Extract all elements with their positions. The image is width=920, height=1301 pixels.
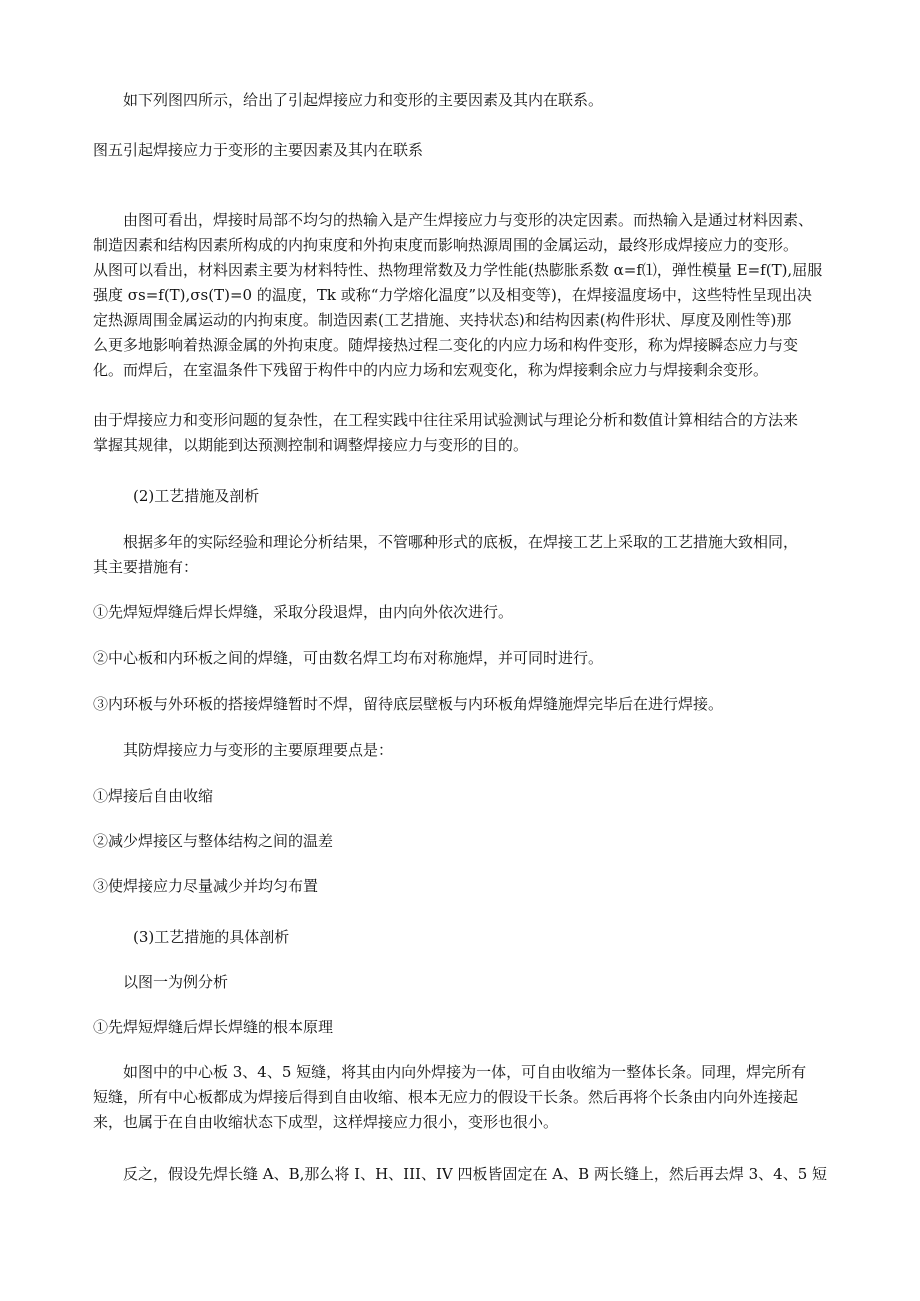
text-line: 由图可看出，焊接时局部不均匀的热输入是产生焊接应力与变形的决定因素。而热输入是通过材料因素、 <box>123 211 814 229</box>
text-line: ③使焊接应力尽量减少并均匀布置 <box>93 877 319 895</box>
text-line: 强度 σs=f(T),σs(T)=0 的温度，Tk 或称“力学熔化温度”以及相变等)，在焊接温度场中，这些特性呈现出决 <box>93 286 812 304</box>
text-line: 由于焊接应力和变形问题的复杂性，在工程实践中往往采用试验测试与理论分析和数值计算相结合的方法来 <box>93 411 799 429</box>
text-line: 从图可以看出，材料因素主要为材料特性、热物理常数及力学性能(热膨胀系数 α=f⑴，弹性模量 E=f(T),屈服 <box>93 261 823 279</box>
list-item-measure-3 <box>93 692 833 717</box>
text-line: ①焊接后自由收缩 <box>93 787 214 805</box>
text-line: 如下列图四所示，给出了引起焊接应力和变形的主要因素及其内在联系。 <box>123 91 604 109</box>
text-line: 以图一为例分析 <box>123 973 229 991</box>
text-line: ②减少焊接区与整体结构之间的温差 <box>93 832 334 850</box>
text-line: 图五引起焊接应力于变形的主要因素及其内在联系 <box>93 141 424 159</box>
text-line: 短缝，所有中心板都成为焊接后得到自由收缩、根本无应力的假设干长条。然后再将个长条由内向外连接起 <box>93 1088 799 1106</box>
paragraph-example <box>93 970 833 995</box>
text-line: 定热源周围金属运动的内拘束度。制造因素(工艺措施、夹持状态)和结构因素(构件形状、厚度及刚性等)那 <box>93 311 792 329</box>
text-line: ①先焊短焊缝后焊长焊缝，采取分段退焊，由内向外依次进行。 <box>93 603 514 621</box>
text-line: 其防焊接应力与变形的主要原理要点是： <box>123 741 394 759</box>
paragraph-measures-intro <box>93 530 833 580</box>
text-line: 如图中的中心板 3、4、5 短缝，将其由内向外焊接为一体，可自由收缩为一整体长条。同理，焊完所有 <box>123 1063 807 1081</box>
text-line: ①先焊短焊缝后焊长焊缝的根本原理 <box>93 1018 334 1036</box>
list-item-principle-2 <box>93 829 833 854</box>
section-heading-analysis <box>133 925 833 950</box>
text-line: 制造因素和结构因素所构成的内拘束度和外拘束度而影响热源周围的金属运动，最终形成焊接应力的变形。 <box>93 236 799 254</box>
text-line: 掌握其规律，以期能到达预测控制和调整焊接应力与变形的目的。 <box>93 436 529 454</box>
text-line: 反之，假设先焊长缝 A、B,那么将 I、H、III、IV 四板皆固定在 A、B 两长缝上，然后再去焊 3、4、5 短 <box>123 1165 828 1183</box>
text-line: 根据多年的实际经验和理论分析结果，不管哪种形式的底板，在焊接工艺上采取的工艺措施大致相同， <box>123 533 799 551</box>
list-item-principle-1 <box>93 784 833 809</box>
section-heading-measures <box>133 484 833 509</box>
subheading-principle <box>93 1015 833 1040</box>
text-line: 其主要措施有： <box>93 558 199 576</box>
text-line: 来，也属于在自由收缩状态下成型，这样焊接应力很小，变形也很小。 <box>93 1113 559 1131</box>
list-item-measure-2 <box>93 646 833 671</box>
text-line: (3)工艺措施的具体剖析 <box>133 928 290 946</box>
list-item-measure-1 <box>93 600 833 625</box>
paragraph-short-seam <box>93 1060 833 1135</box>
paragraph-principles-intro <box>93 738 833 763</box>
text-line: ②中心板和内环板之间的焊缝，可由数名焊工均布对称施焊，并可同时进行。 <box>93 649 604 667</box>
paragraph-long-seam <box>93 1162 833 1187</box>
paragraph-analysis <box>93 208 833 383</box>
paragraph-intro <box>93 88 833 113</box>
text-line: 化。而焊后，在室温条件下残留于构件中的内应力场和宏观变化，称为焊接剩余应力与焊接剩余变形。 <box>93 361 769 379</box>
text-line: ③内环板与外环板的搭接焊缝暂时不焊，留待底层壁板与内环板角焊缝施焊完毕后在进行焊接。 <box>93 695 724 713</box>
text-line: (2)工艺措施及剖析 <box>133 487 260 505</box>
text-line: 么更多地影响着热源金属的外拘束度。随焊接热过程二变化的内应力场和构件变形，称为焊接瞬态应力与变 <box>93 336 799 354</box>
list-item-principle-3 <box>93 874 833 899</box>
figure-caption <box>93 138 833 163</box>
paragraph-complexity <box>93 408 833 458</box>
